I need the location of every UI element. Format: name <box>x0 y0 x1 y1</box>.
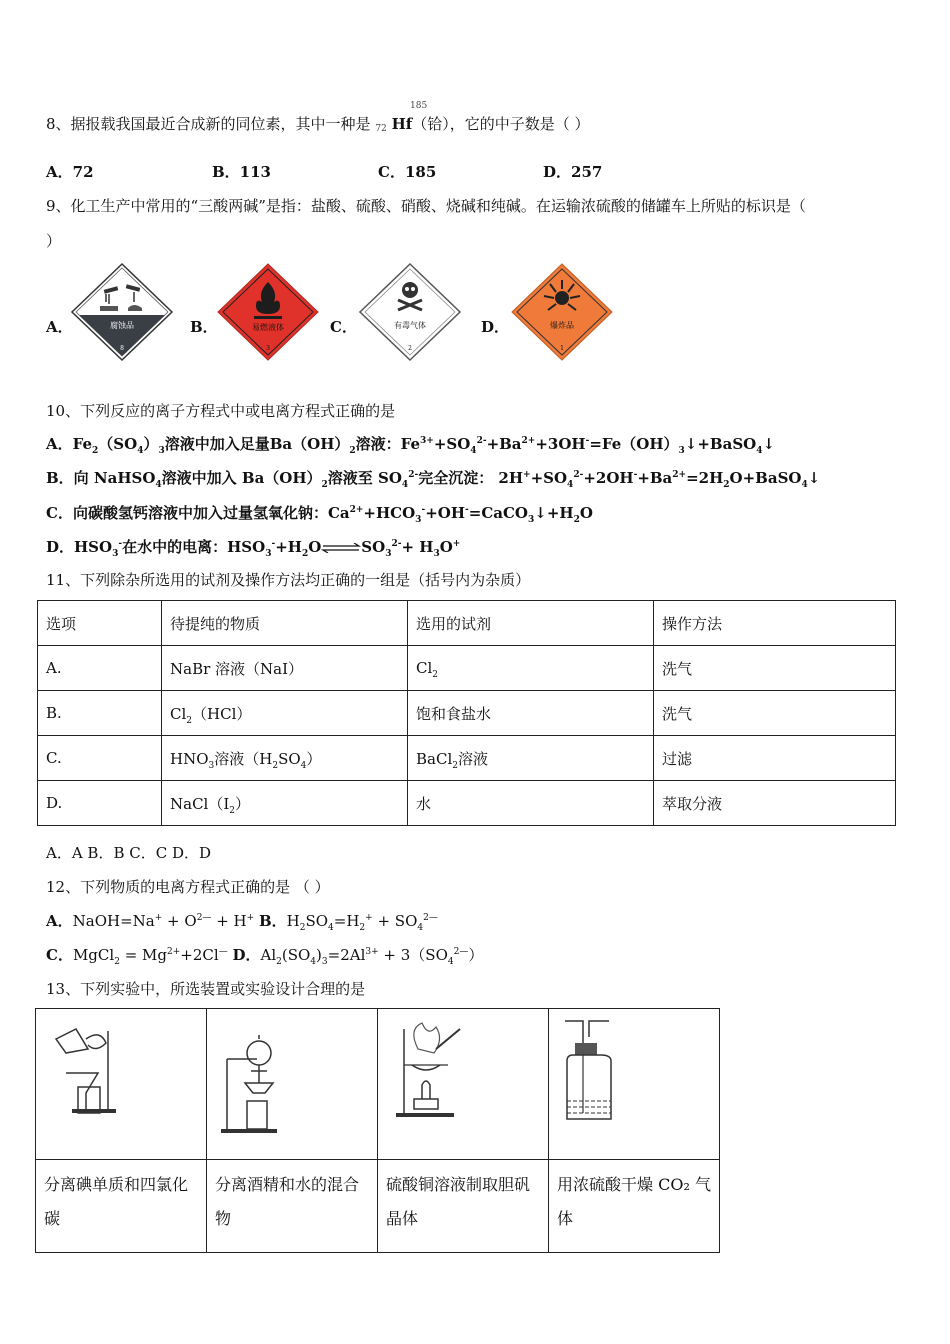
header-substance: 待提纯的物质 <box>162 601 408 646</box>
caption-row <box>36 1160 720 1253</box>
caption-cell: 分离酒精和水的混合物 <box>207 1160 378 1253</box>
apparatus-evaporation <box>378 1009 549 1160</box>
q13-stem: 13、下列实验中，所选装置或实验设计合理的是 <box>46 980 366 998</box>
flammable-class: 3 <box>266 345 270 352</box>
apparatus-filtration <box>36 1009 207 1160</box>
isotope-atomic-number: 72 <box>375 124 387 134</box>
q10-stem: 10、下列反应的离子方程式中或电离方程式正确的是 <box>46 402 396 420</box>
q8-option-d: D．257 <box>543 163 603 181</box>
explosive-label: 爆炸品 <box>550 321 574 330</box>
cell-option: C. <box>38 736 162 781</box>
apparatus-gas-washing-bottle <box>549 1009 720 1160</box>
cell-method: 过滤 <box>654 736 896 781</box>
isotope-symbol: Hf <box>391 115 413 133</box>
table-row <box>38 736 896 781</box>
cell-substance: NaBr 溶液（NaI） <box>162 646 408 691</box>
q10-option-d: D．$HSO_3^-$在水中的电离：$HSO_3^-+H_2O$ $SO_3^{2-}+ H_3O^+$ <box>46 538 461 559</box>
q11-answer-options: A．A B．B C．C D．D <box>46 844 212 862</box>
toxic-label: 有毒气体 <box>394 321 426 330</box>
q12-options-cd: C．MgCl$_2$ = $Mg^{2+}+2Cl^—$ D．$Al_2(SO_4)_3=2Al^{3+} + 3(SO_4^{2—})$ <box>46 946 484 967</box>
q9-stem-end: ） <box>46 232 62 250</box>
cell-reagent: 饱和食盐水 <box>408 691 654 736</box>
cell-substance: $NaCl(I_2)$ <box>162 781 408 826</box>
corrosive-label: 腐蚀品 <box>110 321 134 330</box>
q13-table <box>35 1008 720 1253</box>
gas-washing-bottle-icon <box>549 1009 719 1155</box>
cell-substance: $Cl_2(HCl)$ <box>162 691 408 736</box>
q8-stem: 8、据报载我国最近合成新的同位素，其中一种是 72 Hf（铪），它的中子数是（ ） <box>46 115 590 134</box>
cell-method: 洗气 <box>654 646 896 691</box>
table-row <box>38 781 896 826</box>
apparatus-row <box>36 1009 720 1160</box>
equilibrium-arrow-icon <box>321 543 361 553</box>
cell-reagent: BaCl$_2$溶液 <box>408 736 654 781</box>
q10-option-c: C．向碳酸氢钙溶液中加入过量氢氧化钠：$Ca^{2+}+HCO_3^-+OH^-=CaCO_3↓+H_2O$ <box>46 504 593 525</box>
header-option: 选项 <box>38 601 162 646</box>
isotope-mass-number: 185 <box>410 101 428 111</box>
q8-option-c: C．185 <box>378 163 437 181</box>
q11-table <box>37 600 896 826</box>
separatory-funnel-icon <box>207 1009 377 1155</box>
q10-option-b: B．向 NaHSO$_4$溶液中加入 $Ba(OH)_2$溶液至 $SO_4^{2-}$完全沉淀： $2H^++SO_4^{2-}+2OH^-+Ba^{2+}=2H_2O+BaSO_4↓$ <box>46 469 821 490</box>
q9-option-b-letter: B． <box>190 318 218 336</box>
header-method: 操作方法 <box>654 601 896 646</box>
flammable-liquid-sign <box>216 262 320 362</box>
table-header-row <box>38 601 896 646</box>
q8-option-b: B．113 <box>212 163 271 181</box>
q10-option-a: A．$Fe_2(SO_4)_3$溶液中加入足量$Ba(OH)_2$溶液：$Fe^{3+}+SO_4^{2-}+Ba^{2+}+3OH^-=Fe(OH)_3↓+BaSO_4↓$ <box>46 435 776 456</box>
q9-option-d-letter: D． <box>481 318 510 336</box>
cell-substance: $HNO_3$溶液$(H_2SO_4)$ <box>162 736 408 781</box>
filtration-apparatus-icon <box>36 1009 206 1155</box>
toxic-class: 2 <box>408 345 412 352</box>
q8-option-a: A．72 <box>46 163 94 181</box>
q12-stem: 12、下列物质的电离方程式正确的是 （ ） <box>46 878 330 896</box>
table-row <box>38 691 896 736</box>
q9-stem: 9、化工生产中常用的“三酸两碱”是指：盐酸、硫酸、硝酸、烧碱和纯碱。在运输浓硫酸的储罐车上所贴的标识是（ <box>46 197 806 215</box>
caption-cell: 用浓硫酸干燥 CO₂ 气体 <box>549 1160 720 1253</box>
corrosive-class: 8 <box>120 345 124 352</box>
cell-reagent: 水 <box>408 781 654 826</box>
cell-method: 洗气 <box>654 691 896 736</box>
cell-reagent: $Cl_2$ <box>408 646 654 691</box>
cell-option: B. <box>38 691 162 736</box>
cell-option: A. <box>38 646 162 691</box>
flammable-label: 易燃液体 <box>252 323 284 332</box>
evaporation-apparatus-icon <box>378 1009 548 1155</box>
header-reagent: 选用的试剂 <box>408 601 654 646</box>
corrosive-sign <box>70 262 174 362</box>
caption-cell: 分离碘单质和四氯化碳 <box>36 1160 207 1253</box>
caption-cell: 硫酸铜溶液制取胆矾晶体 <box>378 1160 549 1253</box>
q12-options-ab: A．NaOH=Na+ + $O^{2—} + H^+$ B．$H_2SO_4=H_2^+ + SO_4^{2—}$ <box>46 912 438 933</box>
cell-option: D. <box>38 781 162 826</box>
table-row <box>38 646 896 691</box>
q9-option-c-letter: C． <box>330 318 357 336</box>
explosive-class: 1 <box>560 345 564 352</box>
cell-method: 萃取分液 <box>654 781 896 826</box>
explosive-sign <box>510 262 614 362</box>
q9-option-a-letter: A． <box>46 318 73 336</box>
toxic-gas-sign <box>358 262 462 362</box>
q11-stem: 11、下列除杂所选用的试剂及操作方法均正确的一组是（括号内为杂质） <box>46 571 531 589</box>
apparatus-separatory-funnel <box>207 1009 378 1160</box>
